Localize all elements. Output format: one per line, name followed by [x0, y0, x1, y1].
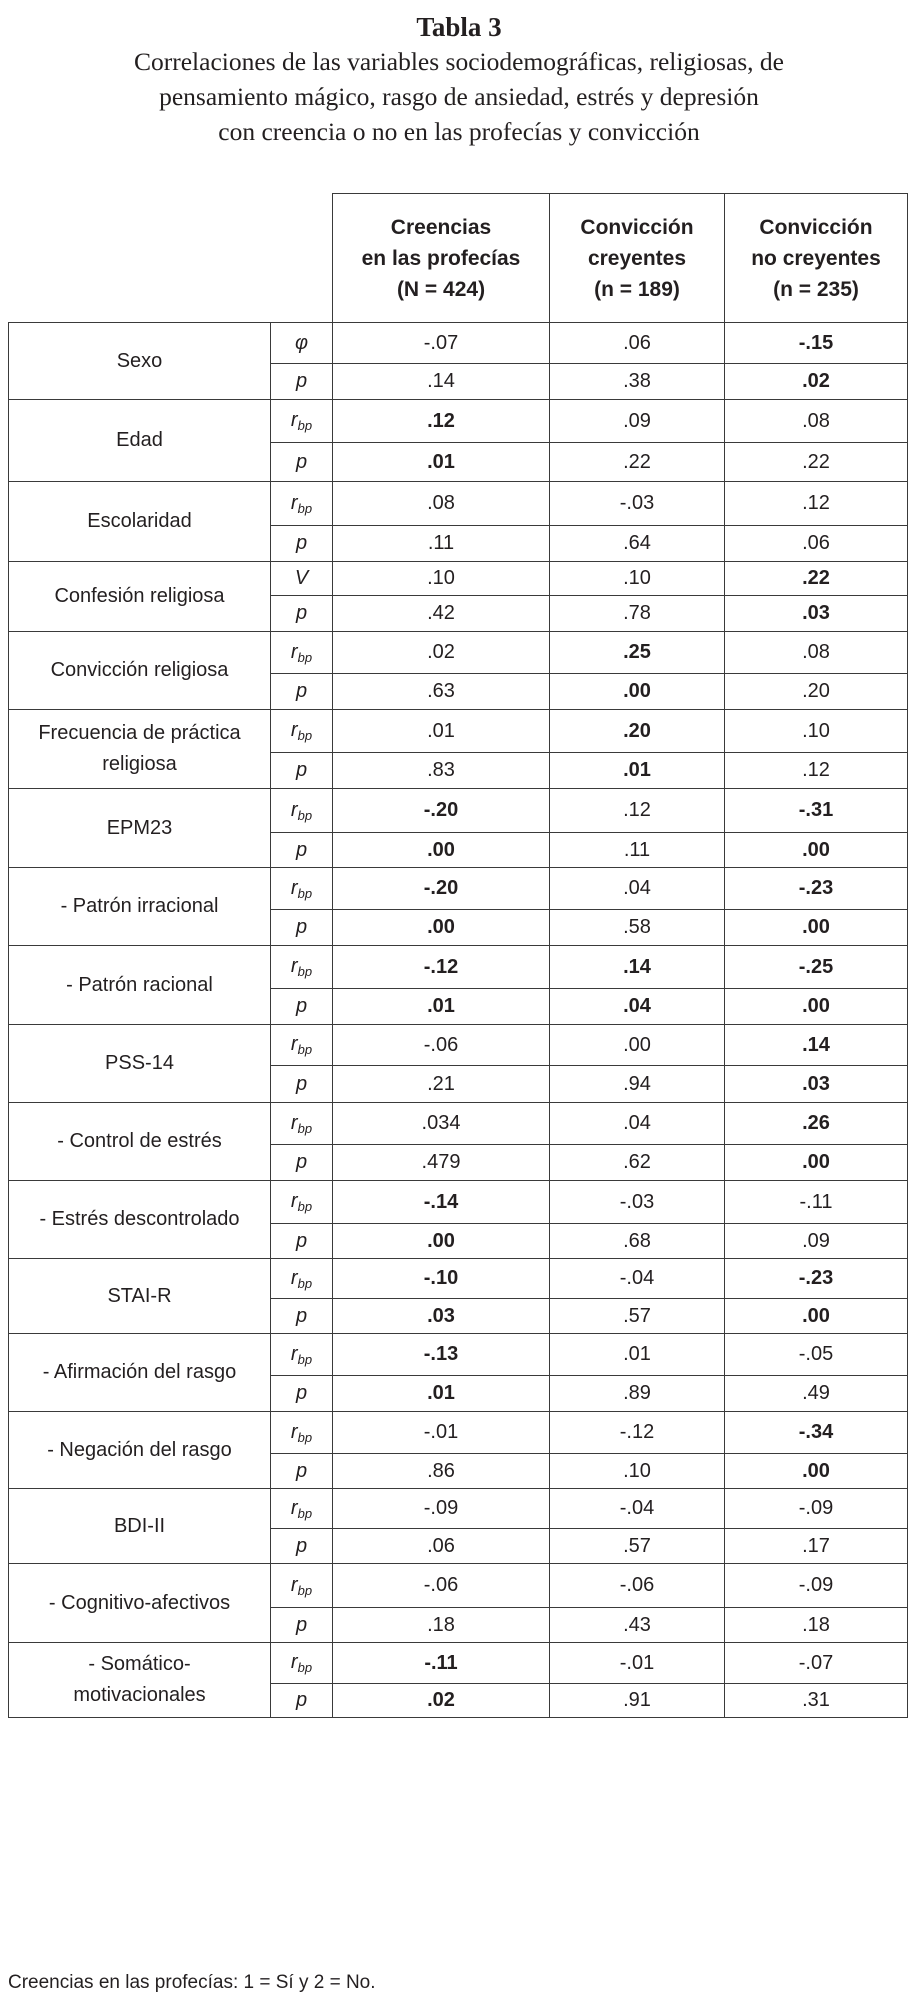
coefficient-cell: .10 [725, 710, 908, 753]
coefficient-cell: -.31 [725, 789, 908, 833]
row-label: Escolaridad [9, 482, 271, 562]
p-value-cell: .01 [333, 989, 550, 1025]
p-value-cell: .22 [725, 443, 908, 482]
p-value-symbol: p [271, 1224, 333, 1259]
p-value-symbol: p [271, 674, 333, 710]
coefficient-cell: .10 [333, 562, 550, 596]
p-value-cell: .01 [550, 753, 725, 789]
p-value-cell: .00 [725, 1145, 908, 1181]
coefficient-cell: .00 [550, 1025, 725, 1066]
p-value-symbol: p [271, 1529, 333, 1564]
table-row [9, 1103, 908, 1145]
p-value-cell: .00 [333, 1224, 550, 1259]
coefficient-cell: .08 [333, 482, 550, 526]
statistic-symbol: V [271, 562, 333, 596]
header-row [9, 194, 908, 323]
p-value-cell: .00 [725, 1454, 908, 1489]
p-value-cell: .03 [725, 1066, 908, 1103]
p-value-cell: .58 [550, 910, 725, 946]
p-value-cell: .38 [550, 364, 725, 400]
p-value-symbol: p [271, 364, 333, 400]
row-label: BDI-II [9, 1489, 271, 1564]
p-value-cell: .02 [725, 364, 908, 400]
table-subtitle-line: Correlaciones de las variables sociodemográficas, religiosas, de [133, 47, 784, 76]
p-value-symbol: p [271, 753, 333, 789]
p-value-symbol: p [271, 1684, 333, 1718]
p-value-symbol: p [271, 443, 333, 482]
coefficient-cell: -.34 [725, 1412, 908, 1454]
table-row [9, 710, 908, 753]
table-row [9, 482, 908, 526]
p-value-symbol: p [271, 526, 333, 562]
coefficient-cell: -.23 [725, 868, 908, 910]
coefficient-cell: -.06 [333, 1025, 550, 1066]
coefficient-cell: -.05 [725, 1334, 908, 1376]
p-value-cell: .18 [333, 1608, 550, 1643]
coefficient-cell: -.06 [550, 1564, 725, 1608]
coefficient-cell: -.03 [550, 482, 725, 526]
table-row [9, 1564, 908, 1608]
row-label: Sexo [9, 323, 271, 400]
table-row [9, 562, 908, 596]
row-label: Convicción religiosa [9, 632, 271, 710]
coefficient-cell: -.01 [333, 1412, 550, 1454]
p-value-cell: .20 [725, 674, 908, 710]
p-value-cell: .83 [333, 753, 550, 789]
p-value-cell: .57 [550, 1299, 725, 1334]
table-row [9, 1489, 908, 1529]
table-note: Creencias en las profecías: 1 = Sí y 2 = No. [8, 1972, 376, 1993]
p-value-symbol: p [271, 1299, 333, 1334]
header-blank-cell [9, 194, 333, 323]
p-value-symbol: p [271, 833, 333, 868]
coefficient-cell: -.10 [333, 1259, 550, 1299]
p-value-symbol: p [271, 1608, 333, 1643]
statistic-symbol: $r_{bp}$ [271, 1259, 333, 1299]
statistic-symbol: $r_{bp}$ [271, 1412, 333, 1454]
p-value-cell: .02 [333, 1684, 550, 1718]
p-value-symbol: p [271, 1376, 333, 1412]
p-value-cell: .62 [550, 1145, 725, 1181]
row-label: - Afirmación del rasgo [9, 1334, 271, 1412]
coefficient-cell: .10 [550, 562, 725, 596]
coefficient-cell: -.11 [333, 1643, 550, 1684]
coefficient-cell: .14 [550, 946, 725, 989]
statistic-symbol: $r_{bp}$ [271, 1181, 333, 1224]
coefficient-cell: .034 [333, 1103, 550, 1145]
coefficient-cell: -.12 [550, 1412, 725, 1454]
statistic-symbol: $r_{bp}$ [271, 1643, 333, 1684]
coefficient-cell: .12 [725, 482, 908, 526]
column-header-creencias: Creencias en las profecías (N = 424) [333, 194, 550, 323]
p-value-cell: .00 [550, 674, 725, 710]
p-value-cell: .00 [725, 989, 908, 1025]
coefficient-cell: .25 [550, 632, 725, 674]
statistic-symbol: $r_{bp}$ [271, 1103, 333, 1145]
p-value-cell: .10 [550, 1454, 725, 1489]
p-value-cell: .06 [725, 526, 908, 562]
statistic-symbol: $r_{bp}$ [271, 868, 333, 910]
p-value-cell: .57 [550, 1529, 725, 1564]
table-row [9, 1025, 908, 1066]
p-value-cell: .31 [725, 1684, 908, 1718]
p-value-cell: .00 [725, 833, 908, 868]
column-header-conviccion-creyentes: Convicción creyentes (n = 189) [550, 194, 725, 323]
statistic-symbol: $r_{bp}$ [271, 1564, 333, 1608]
coefficient-cell: .09 [550, 400, 725, 443]
table-row [9, 868, 908, 910]
table-title: Tabla 3 [416, 12, 502, 42]
table-row [9, 323, 908, 364]
p-value-cell: .14 [333, 364, 550, 400]
coefficient-cell: -.03 [550, 1181, 725, 1224]
p-value-cell: .04 [550, 989, 725, 1025]
p-value-cell: .09 [725, 1224, 908, 1259]
p-value-cell: .00 [725, 1299, 908, 1334]
coefficient-cell: -.25 [725, 946, 908, 989]
coefficient-cell: -.20 [333, 868, 550, 910]
coefficient-cell: -.23 [725, 1259, 908, 1299]
coefficient-cell: -.04 [550, 1489, 725, 1529]
table-row [9, 1259, 908, 1299]
table-subtitle-line: con creencia o no en las profecías y convicción [218, 117, 700, 146]
table-row [9, 1412, 908, 1454]
table-row [9, 789, 908, 833]
p-value-symbol: p [271, 1454, 333, 1489]
coefficient-cell: .20 [550, 710, 725, 753]
table-row [9, 400, 908, 443]
row-label: - Negación del rasgo [9, 1412, 271, 1489]
p-value-cell: .49 [725, 1376, 908, 1412]
p-value-cell: .63 [333, 674, 550, 710]
p-value-cell: .03 [725, 596, 908, 632]
coefficient-cell: .01 [550, 1334, 725, 1376]
row-label: Frecuencia de práctica religiosa [9, 710, 271, 789]
coefficient-cell: -.01 [550, 1643, 725, 1684]
p-value-cell: .01 [333, 443, 550, 482]
p-value-cell: .43 [550, 1608, 725, 1643]
coefficient-cell: -.15 [725, 323, 908, 364]
coefficient-cell: -.06 [333, 1564, 550, 1608]
coefficient-cell: .12 [333, 400, 550, 443]
row-label: - Patrón racional [9, 946, 271, 1025]
row-label: - Patrón irracional [9, 868, 271, 946]
row-label: EPM23 [9, 789, 271, 868]
p-value-cell: .479 [333, 1145, 550, 1181]
row-label: - Control de estrés [9, 1103, 271, 1181]
p-value-cell: .06 [333, 1529, 550, 1564]
table-row [9, 1334, 908, 1376]
row-label: PSS-14 [9, 1025, 271, 1103]
coefficient-cell: .12 [550, 789, 725, 833]
row-label: Edad [9, 400, 271, 482]
p-value-cell: .18 [725, 1608, 908, 1643]
p-value-cell: .00 [333, 833, 550, 868]
coefficient-cell: .06 [550, 323, 725, 364]
p-value-cell: .21 [333, 1066, 550, 1103]
p-value-cell: .94 [550, 1066, 725, 1103]
table-row [9, 946, 908, 989]
coefficient-cell: .14 [725, 1025, 908, 1066]
p-value-symbol: p [271, 1145, 333, 1181]
statistic-symbol: $r_{bp}$ [271, 1025, 333, 1066]
statistic-symbol: $r_{bp}$ [271, 632, 333, 674]
row-label: STAI-R [9, 1259, 271, 1334]
table-caption [0, 10, 918, 149]
column-header-conviccion-no-creyentes: Convicción no creyentes (n = 235) [725, 194, 908, 323]
table-row [9, 632, 908, 674]
p-value-symbol: p [271, 910, 333, 946]
coefficient-cell: .04 [550, 1103, 725, 1145]
p-value-cell: .22 [550, 443, 725, 482]
table-row [9, 1181, 908, 1224]
p-value-cell: .17 [725, 1529, 908, 1564]
p-value-symbol: p [271, 1066, 333, 1103]
coefficient-cell: .02 [333, 632, 550, 674]
statistic-symbol: $r_{bp}$ [271, 1489, 333, 1529]
coefficient-cell: .08 [725, 400, 908, 443]
coefficient-cell: -.12 [333, 946, 550, 989]
p-value-cell: .11 [333, 526, 550, 562]
p-value-cell: .00 [725, 910, 908, 946]
coefficient-cell: .08 [725, 632, 908, 674]
p-value-cell: .01 [333, 1376, 550, 1412]
p-value-cell: .12 [725, 753, 908, 789]
row-label: - Estrés descontrolado [9, 1181, 271, 1259]
coefficient-cell: .22 [725, 562, 908, 596]
statistic-symbol: $r_{bp}$ [271, 946, 333, 989]
coefficient-cell: -.14 [333, 1181, 550, 1224]
table-row [9, 1643, 908, 1684]
p-value-cell: .68 [550, 1224, 725, 1259]
coefficient-cell: .01 [333, 710, 550, 753]
statistic-symbol: $r_{bp}$ [271, 710, 333, 753]
coefficient-cell: -.11 [725, 1181, 908, 1224]
coefficient-cell: -.09 [333, 1489, 550, 1529]
p-value-symbol: p [271, 596, 333, 632]
statistic-symbol: $r_{bp}$ [271, 482, 333, 526]
statistic-symbol: φ [271, 323, 333, 364]
correlation-table [8, 193, 908, 1718]
coefficient-cell: -.07 [725, 1643, 908, 1684]
statistic-symbol: $r_{bp}$ [271, 400, 333, 443]
statistic-symbol: $r_{bp}$ [271, 789, 333, 833]
coefficient-cell: -.13 [333, 1334, 550, 1376]
row-label: - Somático- motivacionales [9, 1643, 271, 1718]
coefficient-cell: .04 [550, 868, 725, 910]
p-value-cell: .11 [550, 833, 725, 868]
coefficient-cell: -.09 [725, 1564, 908, 1608]
p-value-cell: .91 [550, 1684, 725, 1718]
row-label: - Cognitivo-afectivos [9, 1564, 271, 1643]
p-value-cell: .00 [333, 910, 550, 946]
coefficient-cell: -.07 [333, 323, 550, 364]
p-value-cell: .86 [333, 1454, 550, 1489]
p-value-cell: .89 [550, 1376, 725, 1412]
table-subtitle-line: pensamiento mágico, rasgo de ansiedad, estrés y depresión [159, 82, 759, 111]
coefficient-cell: -.09 [725, 1489, 908, 1529]
coefficient-cell: -.04 [550, 1259, 725, 1299]
row-label: Confesión religiosa [9, 562, 271, 632]
statistic-symbol: $r_{bp}$ [271, 1334, 333, 1376]
table-body [9, 323, 908, 1718]
coefficient-cell: -.20 [333, 789, 550, 833]
coefficient-cell: .26 [725, 1103, 908, 1145]
p-value-cell: .42 [333, 596, 550, 632]
p-value-cell: .03 [333, 1299, 550, 1334]
p-value-symbol: p [271, 989, 333, 1025]
p-value-cell: .78 [550, 596, 725, 632]
p-value-cell: .64 [550, 526, 725, 562]
